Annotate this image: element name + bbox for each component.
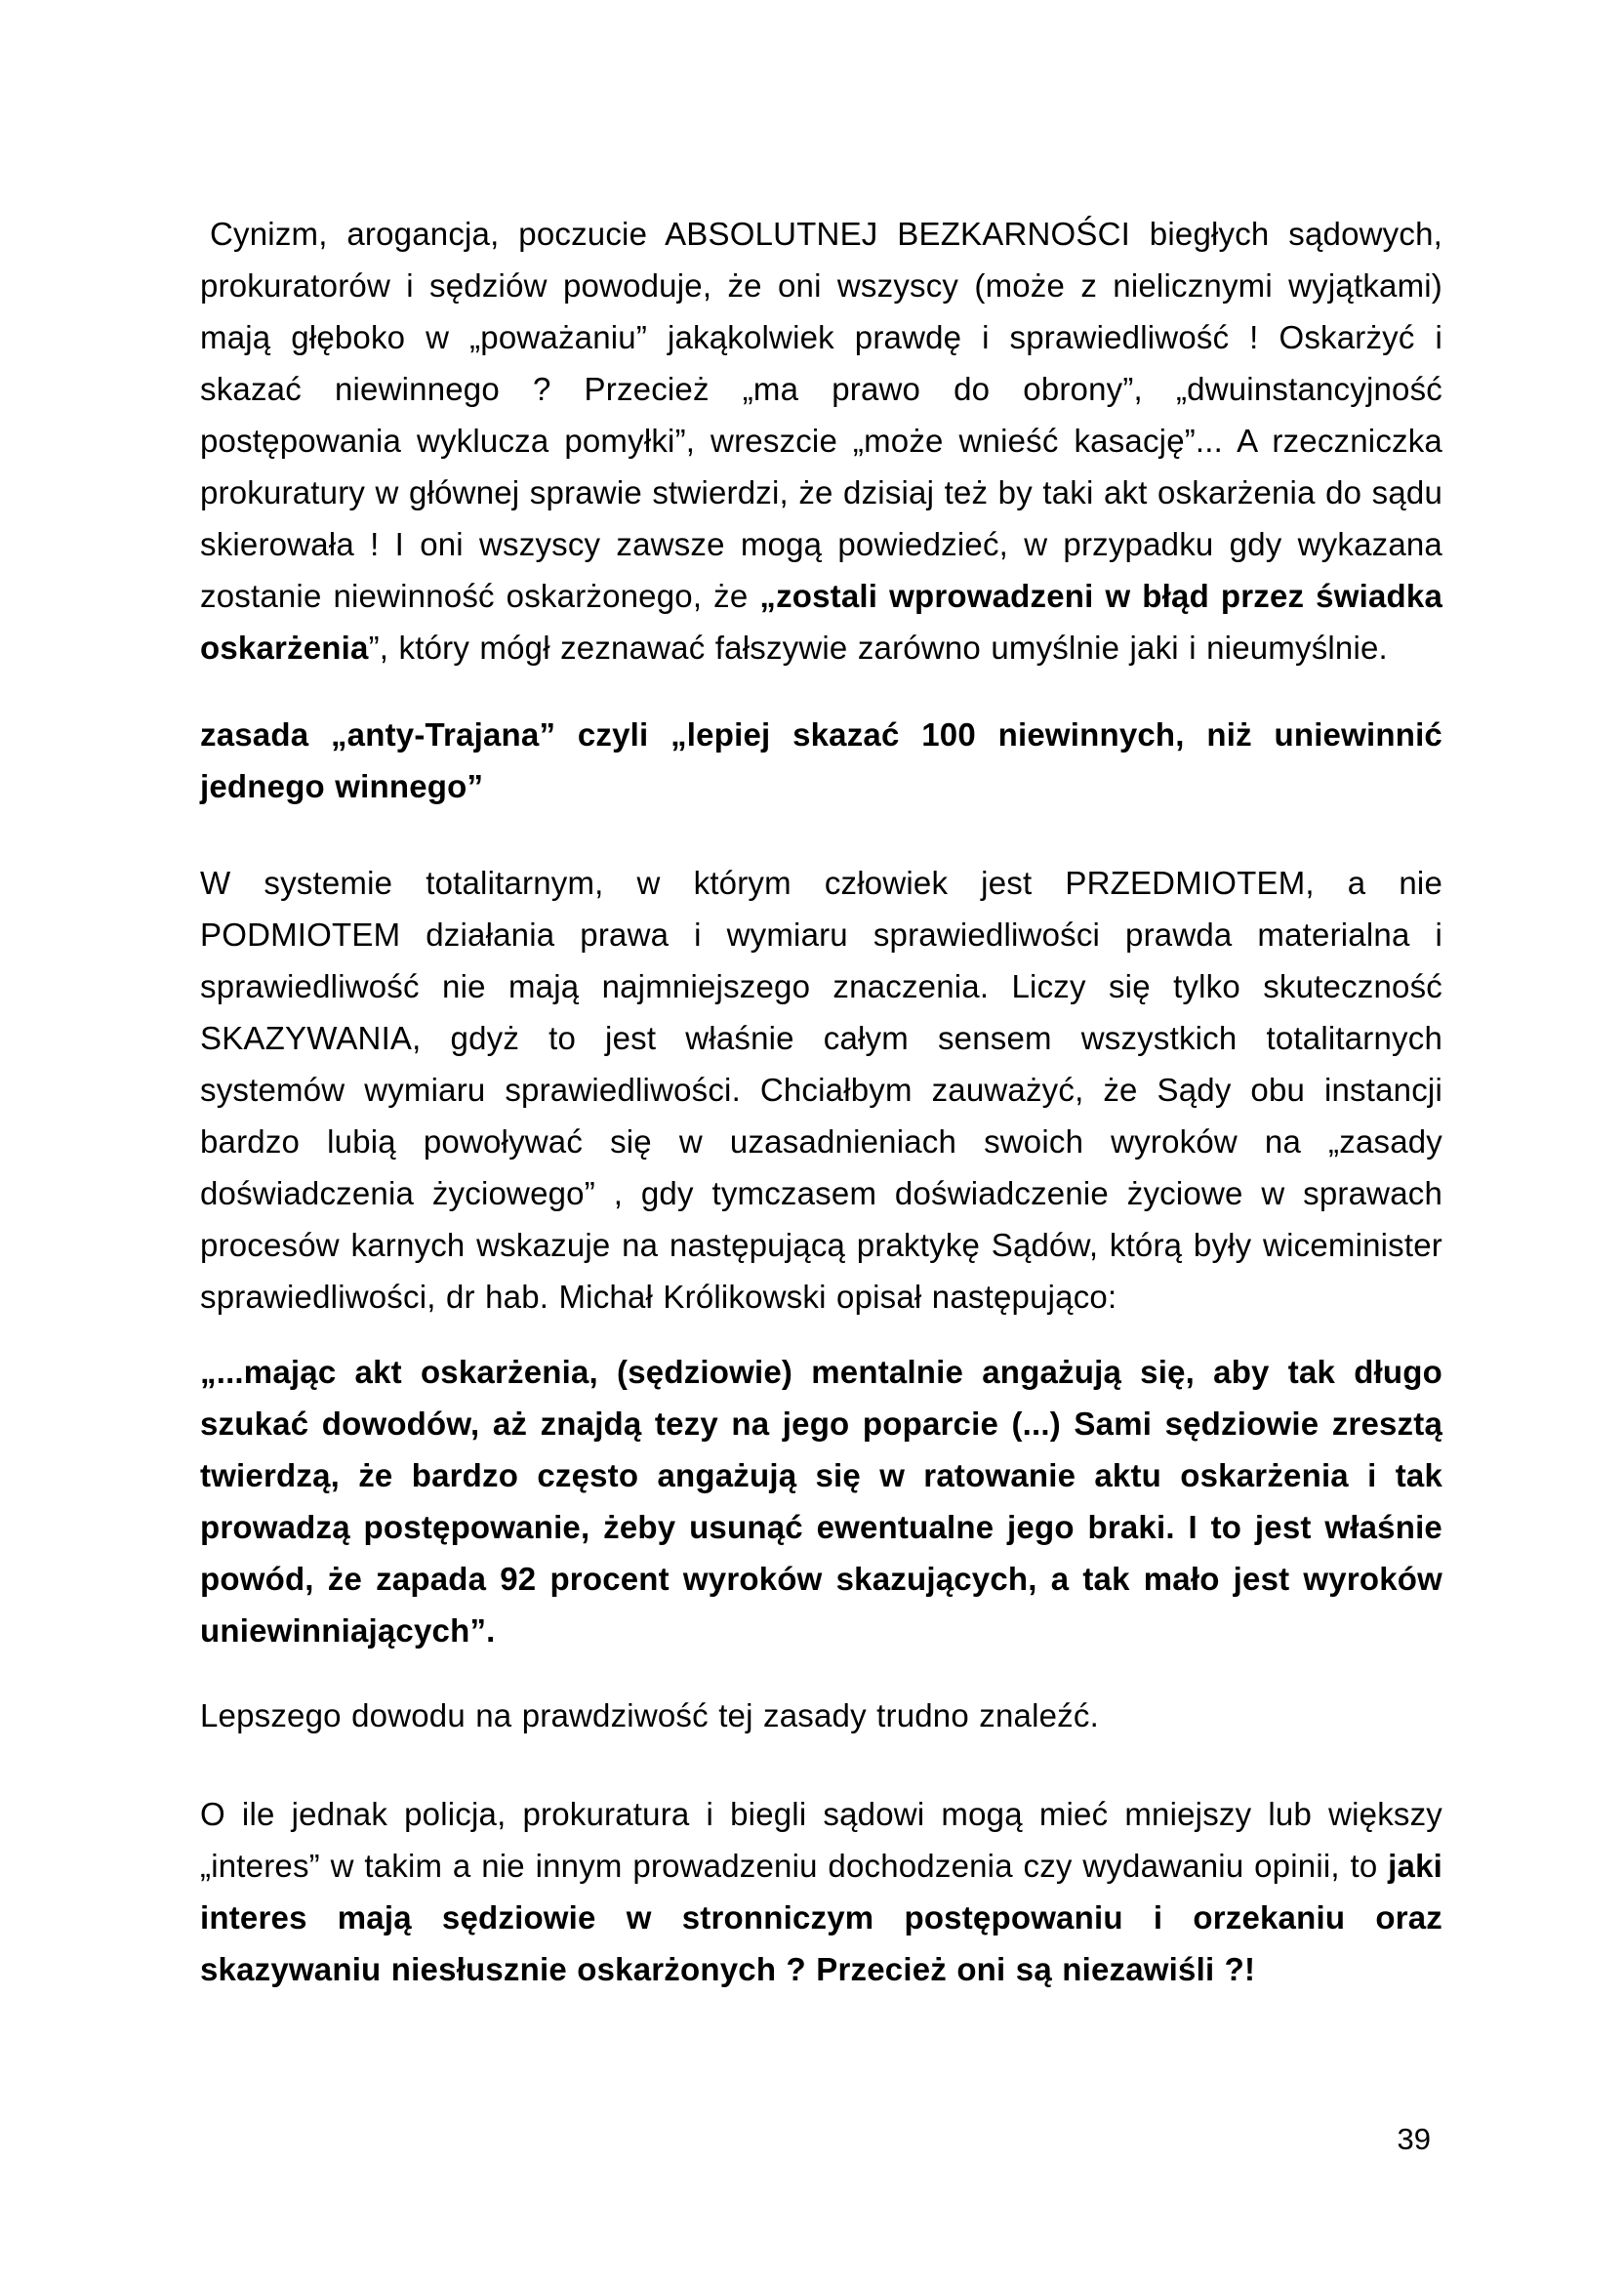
section-heading-anty-trajana: zasada „anty-Trajana” czyli „lepiej skazać 100 niewinnych, niż uniewinnić jednego winnego”: [200, 716, 1442, 804]
paragraph-system-totalitarny: W systemie totalitarnym, w którym człowiek jest PRZEDMIOTEM, a nie PODMIOTEM działania prawa i wymiaru sprawiedliwości prawda materialna i sprawiedliwość nie mają najmniejszego znaczenia. Liczy się tylko skuteczność SKAZYWANIA, gdyż to jest właśnie całym sensem wszystkich totalitarnych systemów wymiaru sprawiedliwości. Chciałbym zauważyć, że Sądy obu instancji bardzo lubią powoływać się w uzasadnieniach swoich wyroków na „zasady doświadczenia życiowego” , gdy tymczasem doświadczenie życiowe w sprawach procesów karnych wskazuje na następującą praktykę Sądów, którą były wiceminister sprawiedliwości, dr hab. Michał Królikowski opisał następująco:: [200, 865, 1442, 1315]
paragraph-cynizm: [200, 208, 1442, 673]
paragraph-cynizm-text: Cynizm, arogancja, poczucie ABSOLUTNEJ BEZKARNOŚCI biegłych sądowych, prokuratorów i sędziów powoduje, że oni wszyscy (może z nielicznymi wyjątkami) mają głęboko w „poważaniu” jakąkolwiek prawdę i sprawiedliwość ! Oskarżyć i skazać niewinnego ? Przecież „ma prawo do obrony”, „dwuinstancyjność postępowania wyklucza pomyłki”, wreszcie „może wnieść kasację”... A rzeczniczka prokuratury w głównej sprawie stwierdzi, że dzisiaj też by taki akt oskarżenia do sądu skierowała ! I oni wszyscy zawsze mogą powiedzieć, w przypadku gdy wykazana zostanie niewinność oskarżonego, że: [200, 216, 1442, 614]
paragraph-cynizm-text-end: ”, który mógł zeznawać fałszywie zarówno umyślnie jaki i nieumyślnie.: [368, 630, 1388, 666]
paragraph-o-ile-text: O ile jednak policja, prokuratura i biegli sądowi mogą mieć mniejszy lub większy „interes” w takim a nie innym prowadzeniu dochodzenia czy wydawaniu opinii, to: [200, 1796, 1442, 1884]
paragraph-cynizm-bold-phrase: „zostali wprowadzeni w błąd przez świadka oskarżenia: [200, 578, 1442, 666]
paragraph-o-ile-bold-phrase: jaki interes mają sędziowie w stronniczym postępowaniu i orzekaniu oraz skazywaniu niesłusznie oskarżonych ? Przecież oni są niezawiśli ?!: [200, 1848, 1442, 1987]
quote-paragraph-krolikowski: „...mając akt oskarżenia, (sędziowie) mentalnie angażują się, aby tak długo szukać dowodów, aż znajdą tezy na jego poparcie (...) Sami sędziowie zresztą twierdzą, że bardzo często angażują się w ratowanie aktu oskarżenia i tak prowadzą postępowanie, żeby usunąć ewentualne jego braki. I to jest właśnie powód, że zapada 92 procent wyroków skazujących, a tak mało jest wyroków uniewinniających”.: [200, 1354, 1442, 1649]
paragraph-o-ile-jednak: [200, 1788, 1442, 1995]
paragraph-lepszego-dowodu: Lepszego dowodu na prawdziwość tej zasady trudno znaleźć.: [200, 1697, 1099, 1733]
page-number: 39: [1397, 2122, 1431, 2156]
document-body: [200, 208, 1442, 1995]
